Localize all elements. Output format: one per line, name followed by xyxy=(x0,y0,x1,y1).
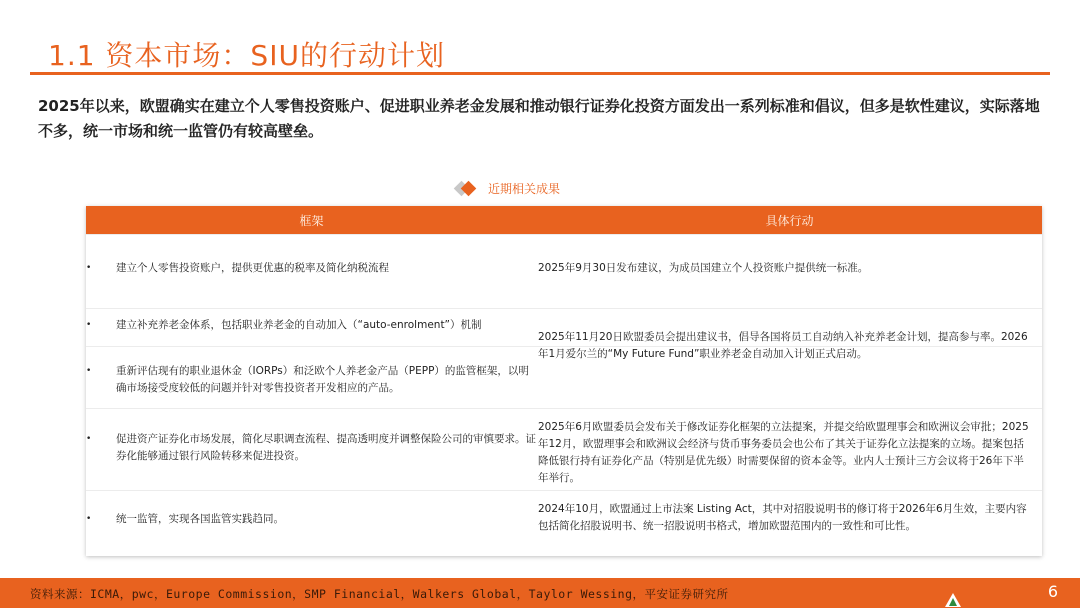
section-tag xyxy=(456,178,560,198)
action-cell: 2025年6月欧盟委员会发布关于修改证券化框架的立法提案，并提交给欧盟理事会和欧洲议会审批；2025年12月，欧盟理事会和欧洲议会经济与货币事务委员会也公布了其关于证券化立法提案的立场。提案包括降低银行持有证券化产品（特别是优先级）时需要保留的资本金等。业内人士预计三方会议将于26年下半年举行。 xyxy=(538,421,1029,484)
bullet-icon: • xyxy=(86,434,92,444)
framework-text: 重新评估现有的职业退休金（IORPs）和泛欧个人养老金产品（PEPP）的监管框架，以明确市场接受度较低的问题并针对零售投资者开发相应的产品。 xyxy=(116,365,529,394)
header-framework: 框架 xyxy=(299,213,324,228)
logo-icon xyxy=(944,592,962,608)
page-title: 1.1 资本市场：SIU的行动计划 xyxy=(48,39,445,72)
framework-text: 建立补充养老金体系，包括职业养老金的自动加入（“auto-enrolment”）机制 xyxy=(116,319,482,331)
action-cell: 2024年10月，欧盟通过上市法案 Listing Act，其中对招股说明书的修订将于2026年6月生效，主要内容包括简化招股说明书、统一招股说明书格式，增加欧盟范围内的一致性和可比性。 xyxy=(538,503,1027,532)
source-note: 资料来源：ICMA，pwc，Europe Commission，SMP Financial，Walkers Global，Taylor Wessing，平安证券研究所 xyxy=(30,587,729,601)
page-number: 6 xyxy=(1047,582,1058,601)
framework-cell xyxy=(86,363,537,397)
bullet-icon: • xyxy=(86,320,92,330)
framework-cell xyxy=(86,511,537,528)
framework-cell xyxy=(86,431,537,465)
bullet-icon: • xyxy=(86,514,92,524)
table-row xyxy=(86,346,1042,409)
header-action: 具体行动 xyxy=(765,213,814,228)
summary-paragraph: 2025年以来，欧盟确实在建立个人零售投资账户、促进职业养老金发展和推动银行证券化投资方面发出一系列标准和倡议，但多是软性建议，实际落地不多，统一市场和统一监管仍有较高壁垒。 xyxy=(38,97,1040,140)
table-row xyxy=(86,308,1042,360)
framework-text: 促进资产证券化市场发展，简化尽职调查流程、提高透明度并调整保险公司的审慎要求。证券化能够通过银行风险转移来促进投资。 xyxy=(116,433,536,462)
framework-text: 统一监管，实现各国监管实践趋同。 xyxy=(116,513,284,525)
title-divider xyxy=(30,72,1050,75)
bullet-icon: • xyxy=(86,366,92,376)
framework-cell xyxy=(86,260,537,277)
table-header xyxy=(86,206,1042,234)
actions-table xyxy=(86,206,1042,556)
action-cell: 2025年11月20日欧盟委员会提出建议书，倡导各国将员工自动纳入补充养老金计划，提高参与率。2026年1月爱尔兰的“My Future Fund”职业养老金自动加入计划正式启动。 xyxy=(538,331,1028,360)
table-row xyxy=(86,490,1042,557)
bullet-icon: • xyxy=(86,263,92,273)
table-row xyxy=(86,234,1042,309)
action-cell: 2025年9月30日发布建议，为成员国建立个人投资账户提供统一标准。 xyxy=(538,262,869,274)
framework-text: 建立个人零售投资账户，提供更优惠的税率及简化纳税流程 xyxy=(116,262,389,274)
table-row xyxy=(86,408,1042,491)
section-tag-label: 近期相关成果 xyxy=(488,181,561,196)
framework-cell xyxy=(86,317,537,334)
